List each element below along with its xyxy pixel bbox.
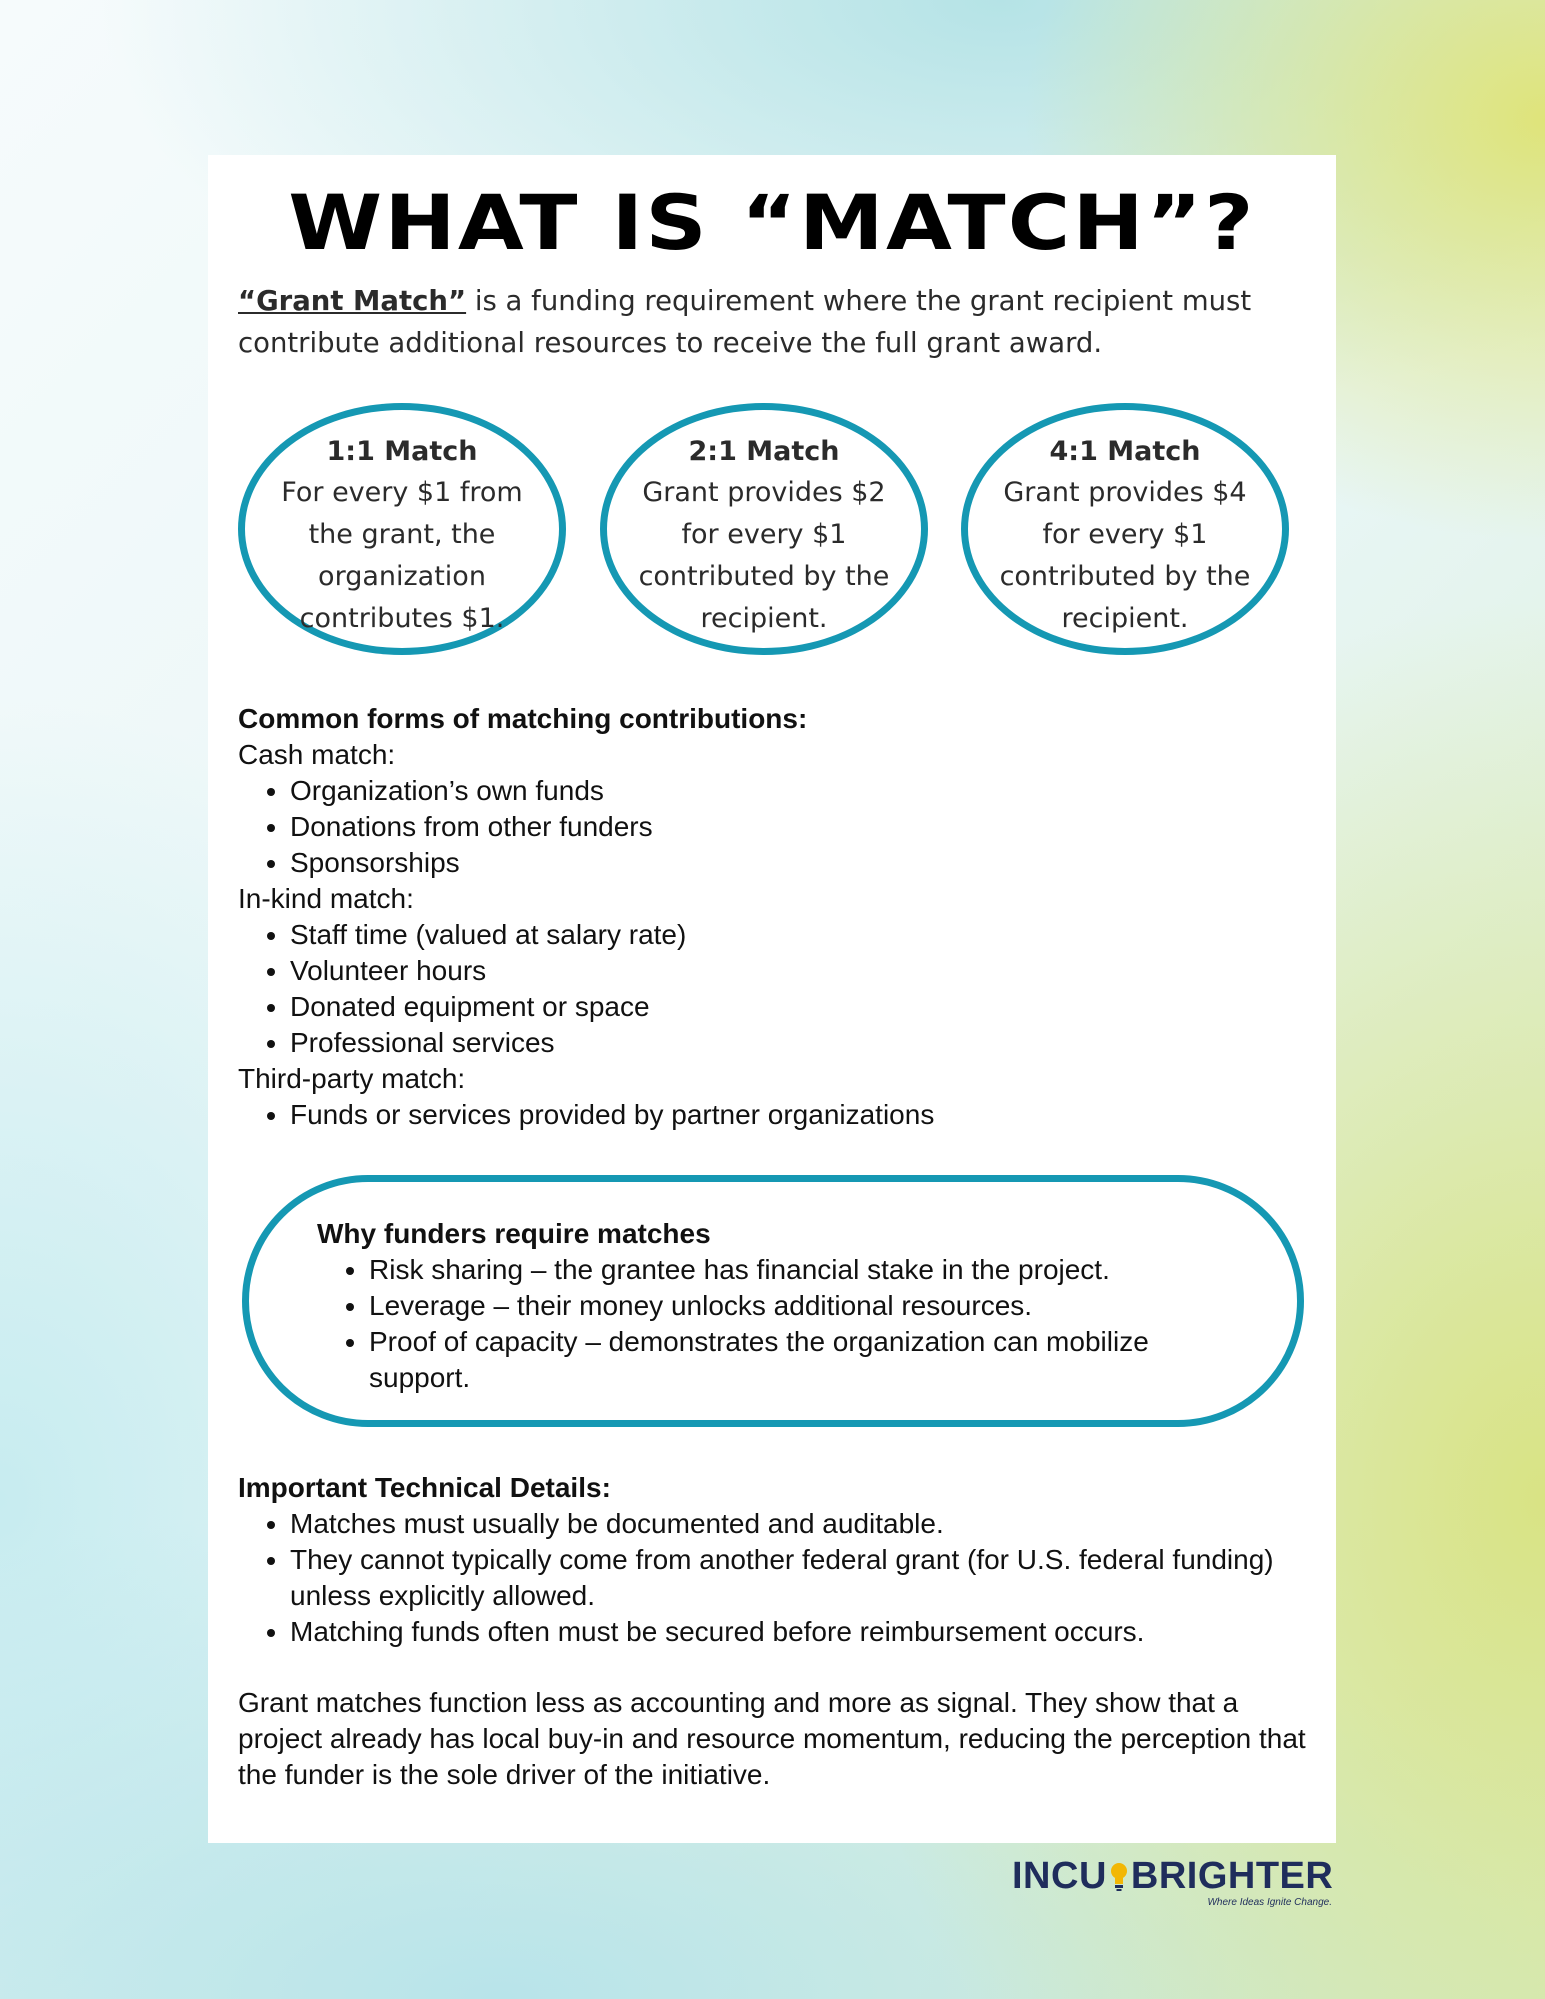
- intro-paragraph: [238, 280, 1318, 364]
- list-item: • Leverage – their money unlocks additional resources.: [369, 1288, 1217, 1324]
- lightbulb-icon: [1109, 1859, 1129, 1893]
- third-party-match-label: Third-party match:: [238, 1063, 466, 1094]
- list-item: • Staff time (valued at salary rate): [290, 917, 1318, 953]
- why-funders-box: [242, 1175, 1304, 1427]
- why-funders-heading: Why funders require matches: [317, 1218, 711, 1249]
- list-item: • Organization’s own funds: [290, 773, 1318, 809]
- list-item: • Donated equipment or space: [290, 989, 1318, 1025]
- list-item: • Matches must usually be documented and auditable.: [290, 1506, 1318, 1542]
- third-party-match-list: [238, 1097, 1318, 1133]
- ratio-bubble-1-1: [238, 403, 566, 655]
- incubrighter-logo: [1012, 1857, 1332, 1917]
- ratio-title: 1:1 Match: [326, 436, 478, 467]
- intro-text: is a funding requirement where the grant recipient must contribute additional resources to receive the full grant award.: [238, 285, 1252, 359]
- technical-details-list: [238, 1506, 1318, 1650]
- ratio-bubble-2-1: [600, 403, 928, 655]
- cash-match-label: Cash match:: [238, 739, 396, 770]
- list-item: • They cannot typically come from another federal grant (for U.S. federal funding) unless explicitly allowed.: [290, 1542, 1318, 1614]
- matching-forms-section: [238, 701, 1318, 1133]
- logo-text-left: INCU: [1012, 1855, 1107, 1897]
- list-item: • Risk sharing – the grantee has financial stake in the project.: [369, 1252, 1217, 1288]
- technical-details-heading: Important Technical Details:: [238, 1472, 611, 1503]
- content-card: [208, 155, 1336, 1843]
- ratio-description: For every $1 from the grant, the organization contributes $1.: [281, 477, 523, 634]
- list-item: • Professional services: [290, 1025, 1318, 1061]
- logo-tagline: Where Ideas Ignite Change.: [1207, 1897, 1332, 1908]
- closing-paragraph: Grant matches function less as accounting and more as signal. They show that a project already has local buy-in and resource momentum, reducing the perception that the funder is the sole driver of the initiative.: [238, 1687, 1306, 1790]
- technical-details-section: [238, 1470, 1318, 1650]
- list-item: • Sponsorships: [290, 845, 1318, 881]
- list-item: • Funds or services provided by partner organizations: [290, 1097, 1318, 1133]
- ratio-title: 2:1 Match: [688, 436, 840, 467]
- page-title: WHAT IS “MATCH”?: [288, 178, 1256, 267]
- list-item: • Donations from other funders: [290, 809, 1318, 845]
- inkind-match-label: In-kind match:: [238, 883, 414, 914]
- cash-match-list: [238, 773, 1318, 881]
- logo-text-right: BRIGHTER: [1130, 1855, 1334, 1897]
- list-item: • Proof of capacity – demonstrates the organization can mobilize support.: [369, 1324, 1217, 1396]
- ratio-title: 4:1 Match: [1049, 436, 1201, 467]
- ratio-description: Grant provides $4 for every $1 contributed by the recipient.: [999, 477, 1251, 634]
- why-funders-list: [317, 1252, 1217, 1396]
- inkind-match-list: [238, 917, 1318, 1061]
- matching-forms-heading: Common forms of matching contributions:: [238, 703, 808, 734]
- grant-match-term: “Grant Match”: [238, 285, 467, 317]
- list-item: • Matching funds often must be secured before reimbursement occurs.: [290, 1614, 1318, 1650]
- list-item: • Volunteer hours: [290, 953, 1318, 989]
- ratio-bubble-4-1: [961, 403, 1289, 655]
- ratio-description: Grant provides $2 for every $1 contributed by the recipient.: [638, 477, 890, 634]
